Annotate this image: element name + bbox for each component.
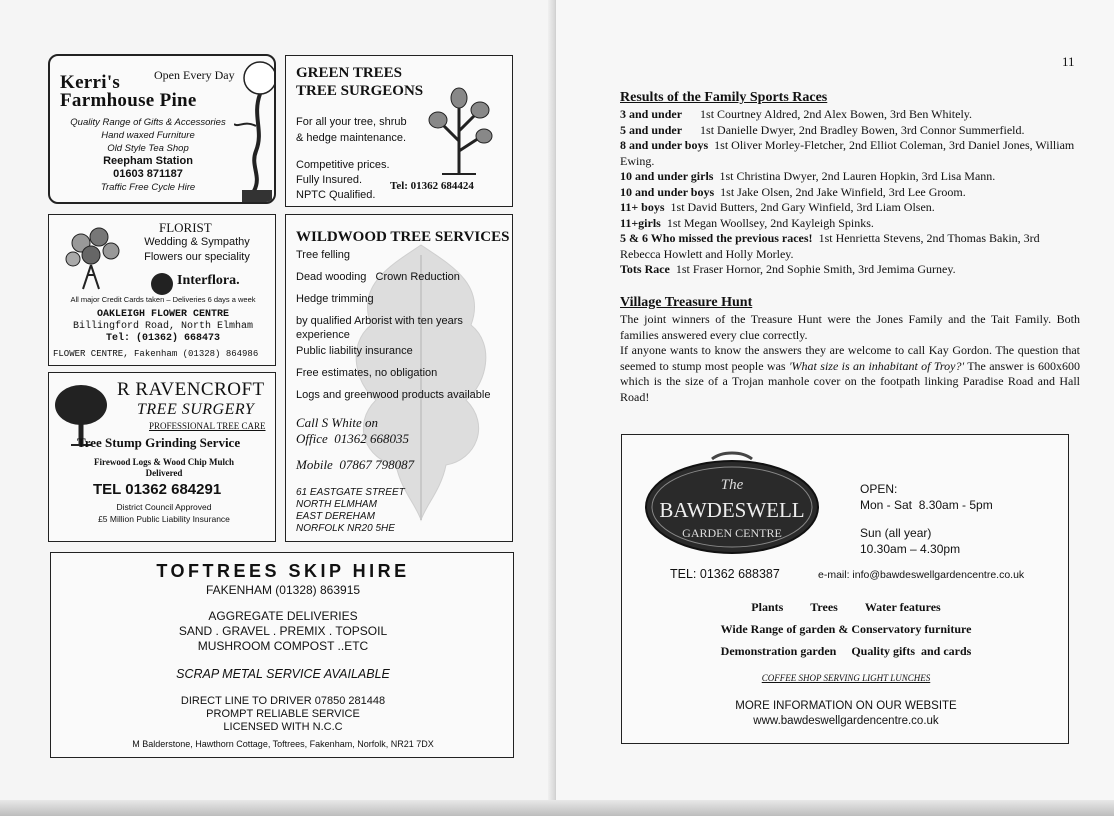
bawdeswell-open-hours	[860, 481, 993, 513]
logo-name: BAWDESWELL	[659, 498, 805, 522]
race-label: 10 and under girls	[620, 169, 714, 183]
race-result: 1st Christina Dwyer, 2nd Lauren Hopkin, 3rd Lisa Mann.	[719, 169, 996, 183]
kerris-details	[58, 116, 238, 194]
ravencroft-firewood1: Firewood Logs & Wood Chip Mulch	[94, 457, 234, 467]
feature-trees: Trees	[810, 600, 838, 614]
bawdeswell-range: Wide Range of garden & Conservatory furniture	[720, 622, 972, 636]
interflora-logo-icon	[151, 273, 173, 295]
wildwood-addr3: EAST DEREHAM	[296, 511, 375, 522]
interflora-wordmark: Interflora.	[177, 273, 240, 288]
bawdeswell-more: MORE INFORMATION ON OUR WEBSITE	[735, 700, 957, 712]
race-label: 11+girls	[620, 215, 661, 230]
wildwood-addr1: 61 EASTGATE STREET	[296, 487, 405, 498]
toftrees-direct: DIRECT LINE TO DRIVER 07850 281448	[180, 695, 386, 707]
toftrees-address: M Balderstone, Hawthorn Cottage, Toftrees, Fakenham, Norfolk, NR21 7DX	[132, 739, 434, 749]
greentrees-line1: For all your tree, shrub	[296, 116, 407, 128]
toftrees-phone: FAKENHAM (01328) 863915	[205, 583, 361, 597]
logo-the: The	[720, 477, 744, 493]
feature-water: Water features	[864, 600, 941, 614]
florist-address: Billingford Road, North Elmham	[72, 321, 254, 332]
kerris-name	[60, 74, 197, 110]
treasure-text	[620, 312, 1080, 405]
bawdeswell-sunday	[860, 525, 960, 557]
toftrees-licensed: LICENSED WITH N.C.C	[223, 721, 343, 733]
logo-sub: GARDEN CENTRE	[682, 526, 782, 540]
race-label: Tots Race	[620, 262, 670, 276]
greentrees-features	[296, 158, 390, 203]
bawdeswell-logo	[642, 449, 822, 559]
greentrees-intro	[296, 114, 407, 146]
statue-lamp-icon	[234, 56, 276, 204]
race-result: 1st Courtney Aldred, 2nd Alex Bowen, 3rd Ben Whitely.	[700, 107, 972, 121]
bawdeswell-open: OPEN:	[860, 482, 898, 496]
ad-ravencroft	[48, 372, 276, 542]
bawdeswell-coffee: COFFEE SHOP SERVING LIGHT LUNCHES	[761, 673, 931, 683]
bawdeswell-sun: Sun (all year)	[860, 526, 932, 540]
florist-centre-name: OAKLEIGH FLOWER CENTRE	[96, 309, 230, 320]
left-page	[0, 0, 552, 816]
kerris-name-line1: Kerri's	[60, 72, 121, 93]
greentrees-line4: Fully Insured.	[296, 174, 363, 186]
feature-plants: Plants	[751, 600, 784, 614]
race-result: 1st Fraser Hornor, 2nd Sophie Smith, 3rd Jemima Gurney.	[675, 262, 956, 276]
greentrees-line2: & hedge maintenance.	[296, 132, 407, 144]
ad-wildwood	[285, 214, 513, 542]
toftrees-service	[51, 695, 514, 734]
race-label: 5 & 6 Who missed the previous races!	[620, 231, 813, 245]
florist-tagline	[137, 235, 257, 265]
wildwood-service: Hedge trimming	[296, 293, 374, 305]
wildwood-service: by qualified Arborist with ten years experience	[296, 315, 463, 341]
wildwood-service: Public liability insurance	[296, 345, 413, 357]
treasure-para2-b: The answer is 600x600 which is the size of a Trojan manhole cover on the footpath linking Paradise Road and Hall Road!	[620, 358, 1080, 404]
ravencroft-prof: PROFESSIONAL TREE CARE	[149, 421, 266, 431]
wildwood-mobile: Mobile 07867 798087	[296, 457, 415, 472]
treasure-question: 'What size is an inhabitant of Troy?'	[788, 358, 965, 373]
race-row	[620, 216, 1080, 232]
ad-bawdeswell-garden-centre	[621, 434, 1069, 744]
florist-phone: Tel: (01362) 668473	[105, 333, 221, 344]
greentrees-title	[296, 64, 423, 100]
florist-line1: Wedding & Sympathy	[144, 236, 250, 248]
race-label: 3 and under	[620, 107, 683, 121]
greentrees-title2: TREE SURGEONS	[296, 83, 424, 99]
bawdeswell-features-row3	[622, 644, 1069, 659]
treasure-para2	[620, 343, 1080, 405]
ravencroft-phone: TEL 01362 684291	[93, 481, 222, 498]
kerris-line3: Old Style Tea Shop	[107, 143, 189, 154]
greentrees-line5: NPTC Qualified.	[296, 189, 376, 201]
florist-centre-block	[55, 309, 271, 345]
race-result: 1st Henrietta Stevens, 2nd Thomas Bakin, 3rd Rebecca Howlett and Holly Morley.	[620, 231, 1040, 261]
ravencroft-approvals	[69, 501, 259, 525]
race-row	[620, 200, 1080, 216]
toftrees-title: TOFTREES SKIP HIRE	[156, 561, 410, 581]
race-row	[620, 138, 1080, 169]
kerris-line4: Reepham Station	[103, 155, 193, 167]
race-row	[620, 185, 1080, 201]
race-result: 1st Danielle Dwyer, 2nd Bradley Bowen, 3rd Connor Summerfield.	[700, 122, 1025, 137]
race-row	[620, 107, 1080, 123]
race-row	[620, 231, 1080, 262]
race-row	[620, 262, 1080, 278]
race-label: 11+ boys	[620, 200, 665, 214]
bawdeswell-website: www.bawdeswellgardencentre.co.uk	[753, 715, 939, 727]
greentrees-phone: Tel: 01362 684424	[390, 180, 474, 192]
wildwood-title: WILDWOOD TREE SERVICES	[296, 229, 510, 245]
feature-gifts: Quality gifts and cards	[851, 644, 972, 658]
ravencroft-subtitle: TREE SURGERY	[137, 401, 255, 418]
greentrees-line3: Competitive prices.	[296, 159, 390, 171]
wildwood-addr4: NORFOLK NR20 5HE	[296, 523, 395, 534]
race-label: 8 and under boys	[620, 138, 709, 152]
florist-title: FLORIST	[159, 220, 212, 235]
race-result: 1st Jake Olsen, 2nd Jake Winfield, 3rd Lee Groom.	[720, 184, 966, 199]
ad-green-trees	[285, 55, 513, 207]
wildwood-contact	[296, 415, 409, 447]
page-number: 11	[1062, 54, 1075, 69]
ravencroft-liability: £5 Million Public Liability Insurance	[98, 514, 230, 524]
race-result: 1st David Butters, 2nd Gary Winfield, 3rd Liam Olsen.	[670, 200, 935, 214]
ravencroft-name: R RAVENCROFT	[117, 379, 265, 400]
wildwood-office: Office 01362 668035	[296, 431, 410, 446]
kerris-open-text: Open Every Day	[154, 68, 235, 82]
bawdeswell-hours-weekday: Mon - Sat 8.30am - 5pm	[860, 498, 993, 512]
toftrees-line2: SAND . GRAVEL . PREMIX . TOPSOIL	[178, 624, 388, 638]
florist-cards-note: All major Credit Cards taken – Deliveries 6 days a week	[70, 295, 256, 304]
wildwood-service: Logs and greenwood products available	[296, 389, 491, 401]
bawdeswell-phone: TEL: 01362 688387	[670, 567, 780, 581]
race-result: 1st Oliver Morley-Fletcher, 2nd Elliot Coleman, 3rd Daniel Jones, William Ewing.	[620, 138, 1075, 168]
treasure-para2-a: If anyone wants to know the answers they are welcome to call Kay Gordon. The question that seemed to stump most people was	[620, 343, 1080, 373]
wildwood-addr2: NORTH ELMHAM	[296, 499, 377, 510]
races-results	[620, 107, 1080, 278]
race-label: 5 and under	[620, 122, 683, 137]
toftrees-line1: AGGREGATE DELIVERIES	[208, 609, 358, 623]
bawdeswell-features-row1	[622, 600, 1069, 615]
bawdeswell-more-info	[622, 699, 1069, 729]
bawdeswell-hours-sunday: 10.30am – 4.30pm	[860, 542, 961, 556]
page-bottom-edge	[0, 800, 1114, 816]
wildwood-service: Free estimates, no obligation	[296, 367, 438, 379]
bouquet-icon	[61, 225, 127, 291]
ad-toftrees-skip-hire	[50, 552, 514, 758]
wildwood-call: Call S White on	[296, 415, 378, 430]
kerris-phone: 01603 871187	[113, 168, 183, 180]
toftrees-scrap: SCRAP METAL SERVICE AVAILABLE	[176, 667, 390, 681]
race-label: 10 and under boys	[620, 184, 715, 199]
ad-florist	[48, 214, 276, 366]
wildwood-address	[296, 487, 405, 535]
toftrees-line3: MUSHROOM COMPOST ..ETC	[197, 639, 369, 653]
feature-demo-garden: Demonstration garden	[720, 644, 837, 658]
toftrees-prompt: PROMPT RELIABLE SERVICE	[206, 708, 360, 720]
races-heading: Results of the Family Sports Races	[620, 90, 828, 105]
race-row	[620, 123, 1080, 139]
kerris-line1: Quality Range of Gifts & Accessories	[70, 117, 226, 128]
wildwood-service: Dead wooding Crown Reduction	[296, 271, 460, 283]
kerris-line6: Traffic Free Cycle Hire	[100, 182, 196, 193]
ravencroft-firewood2: Delivered	[145, 468, 183, 478]
florist-line2: Flowers our speciality	[144, 251, 250, 263]
ad-kerris-farmhouse-pine	[48, 54, 276, 204]
ravencroft-firewood	[69, 457, 259, 479]
kerris-line2: Hand waxed Furniture	[101, 130, 195, 141]
treasure-heading: Village Treasure Hunt	[620, 295, 753, 310]
race-row	[620, 169, 1080, 185]
treasure-para1: The joint winners of the Treasure Hunt were the Jones Family and the Tait Family. Both families answered every clue correctly.	[620, 312, 1080, 342]
ravencroft-approved: District Council Approved	[116, 502, 212, 512]
wildwood-service: Tree felling	[296, 249, 351, 261]
toftrees-products	[51, 609, 514, 654]
bawdeswell-email: e-mail: info@bawdeswellgardencentre.co.uk	[818, 569, 1025, 581]
race-result: 1st Megan Woollsey, 2nd Kayleigh Spinks.	[666, 215, 874, 230]
tree-icon	[424, 86, 494, 176]
kerris-name-line2: Farmhouse Pine	[60, 90, 197, 111]
wildwood-services	[296, 248, 508, 418]
florist-fakenham: FLOWER CENTRE, Fakenham (01328) 864986	[53, 349, 259, 359]
greentrees-title1: GREEN TREES	[296, 65, 403, 81]
ravencroft-stump: Tree Stump Grinding Service	[77, 435, 241, 450]
